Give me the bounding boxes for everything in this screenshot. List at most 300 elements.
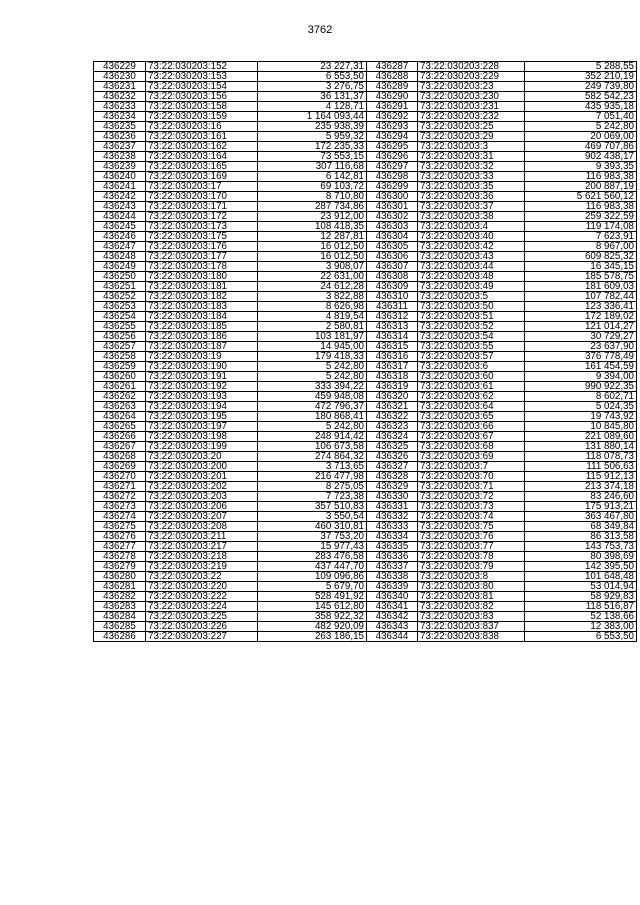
cadastral-number-cell: 73:22:030203:158 <box>146 102 258 112</box>
record-number-cell: 436304 <box>367 232 418 242</box>
value-cell: 80 398,69 <box>525 552 637 562</box>
cadastral-number-cell: 73:22:030203:156 <box>146 92 258 102</box>
table-row <box>367 352 637 362</box>
table-row <box>367 242 637 252</box>
table-row <box>367 552 637 562</box>
record-number-cell: 436296 <box>367 152 418 162</box>
table-row <box>367 462 637 472</box>
cadastral-number-cell: 73:22:030203:193 <box>146 392 258 402</box>
record-number-cell: 436255 <box>94 322 146 332</box>
cadastral-number-cell: 73:22:030203:202 <box>146 482 258 492</box>
table-row <box>94 172 367 182</box>
cadastral-number-cell: 73:22:030203:76 <box>418 532 525 542</box>
record-number-cell: 436236 <box>94 132 146 142</box>
cadastral-number-cell: 73:22:030203:182 <box>146 292 258 302</box>
table-row <box>94 212 367 222</box>
cadastral-number-cell: 73:22:030203:50 <box>418 302 525 312</box>
table-row <box>94 332 367 342</box>
record-number-cell: 436274 <box>94 512 146 522</box>
cadastral-number-cell: 73:22:030203:73 <box>418 502 525 512</box>
value-cell: 435 935,18 <box>525 102 637 112</box>
table-row <box>94 602 367 612</box>
cadastral-number-cell: 73:22:030203:224 <box>146 602 258 612</box>
record-number-cell: 436292 <box>367 112 418 122</box>
value-cell: 24 612,28 <box>258 282 367 292</box>
record-number-cell: 436275 <box>94 522 146 532</box>
table-row <box>94 622 367 632</box>
value-cell: 58 929,83 <box>525 592 637 602</box>
cadastral-number-cell: 73:22:030203:177 <box>146 252 258 262</box>
record-number-cell: 436316 <box>367 352 418 362</box>
table-row <box>367 542 637 552</box>
table-row <box>367 72 637 82</box>
value-cell: 15 977,43 <box>258 542 367 552</box>
table-row <box>367 632 637 642</box>
value-cell: 181 609,03 <box>525 282 637 292</box>
table-row <box>94 302 367 312</box>
record-number-cell: 436301 <box>367 202 418 212</box>
value-cell: 283 476,58 <box>258 552 367 562</box>
record-number-cell: 436244 <box>94 212 146 222</box>
cadastral-number-cell: 73:22:030203:25 <box>418 122 525 132</box>
table-row <box>367 272 637 282</box>
table-row <box>94 532 367 542</box>
table-row <box>367 232 637 242</box>
record-number-cell: 436303 <box>367 222 418 232</box>
cadastral-number-cell: 73:22:030203:67 <box>418 432 525 442</box>
record-number-cell: 436262 <box>94 392 146 402</box>
value-cell: 6 553,50 <box>258 72 367 82</box>
value-cell: 482 920,09 <box>258 622 367 632</box>
value-cell: 4 819,54 <box>258 312 367 322</box>
record-number-cell: 436266 <box>94 432 146 442</box>
value-cell: 352 210,19 <box>525 72 637 82</box>
record-number-cell: 436310 <box>367 292 418 302</box>
cadastral-number-cell: 73:22:030203:80 <box>418 582 525 592</box>
value-cell: 8 710,80 <box>258 192 367 202</box>
table-row <box>94 132 367 142</box>
record-number-cell: 436328 <box>367 472 418 482</box>
value-cell: 5 242,80 <box>258 372 367 382</box>
cadastral-number-cell: 73:22:030203:184 <box>146 312 258 322</box>
record-number-cell: 436331 <box>367 502 418 512</box>
table-row <box>367 92 637 102</box>
table-row <box>94 362 367 372</box>
table-row <box>367 602 637 612</box>
cadastral-number-cell: 73:22:030203:170 <box>146 192 258 202</box>
value-cell: 131 880,14 <box>525 442 637 452</box>
value-cell: 8 967,00 <box>525 242 637 252</box>
value-cell: 103 181,97 <box>258 332 367 342</box>
value-cell: 902 438,17 <box>525 152 637 162</box>
cadastral-number-cell: 73:22:030203:36 <box>418 192 525 202</box>
table-row <box>94 102 367 112</box>
value-cell: 36 131,37 <box>258 92 367 102</box>
table-row <box>367 62 637 72</box>
cadastral-number-cell: 73:22:030203:72 <box>418 492 525 502</box>
cadastral-number-cell: 73:22:030203:61 <box>418 382 525 392</box>
table-row <box>367 572 637 582</box>
table-row <box>367 322 637 332</box>
record-number-cell: 436278 <box>94 552 146 562</box>
cadastral-number-cell: 73:22:030203:70 <box>418 472 525 482</box>
record-number-cell: 436263 <box>94 402 146 412</box>
cadastral-number-cell: 73:22:030203:161 <box>146 132 258 142</box>
table-row <box>367 162 637 172</box>
cadastral-number-cell: 73:22:030203:176 <box>146 242 258 252</box>
table-row <box>367 212 637 222</box>
record-number-cell: 436243 <box>94 202 146 212</box>
cadastral-number-cell: 73:22:030203:74 <box>418 512 525 522</box>
value-cell: 221 089,60 <box>525 432 637 442</box>
table-row <box>367 472 637 482</box>
value-cell: 68 349,84 <box>525 522 637 532</box>
table-row <box>94 252 367 262</box>
table-row <box>367 112 637 122</box>
table-row <box>367 222 637 232</box>
cadastral-number-cell: 73:22:030203:42 <box>418 242 525 252</box>
table-row <box>94 352 367 362</box>
record-number-cell: 436320 <box>367 392 418 402</box>
record-number-cell: 436241 <box>94 182 146 192</box>
cadastral-number-cell: 73:22:030203:229 <box>418 72 525 82</box>
record-number-cell: 436235 <box>94 122 146 132</box>
cadastral-number-cell: 73:22:030203:171 <box>146 202 258 212</box>
record-number-cell: 436330 <box>367 492 418 502</box>
value-cell: 5 242,80 <box>525 122 637 132</box>
table-row <box>94 412 367 422</box>
record-number-cell: 436305 <box>367 242 418 252</box>
record-number-cell: 436291 <box>367 102 418 112</box>
value-cell: 9 393,35 <box>525 162 637 172</box>
table-row <box>367 522 637 532</box>
table-row <box>367 102 637 112</box>
record-number-cell: 436249 <box>94 262 146 272</box>
table-row <box>367 512 637 522</box>
cadastral-number-cell: 73:22:030203:225 <box>146 612 258 622</box>
left-table-body <box>94 62 367 642</box>
record-number-cell: 436335 <box>367 542 418 552</box>
value-cell: 118 516,87 <box>525 602 637 612</box>
value-cell: 6 553,50 <box>525 632 637 642</box>
cadastral-number-cell: 73:22:030203:4 <box>418 222 525 232</box>
table-row <box>94 192 367 202</box>
value-cell: 7 723,38 <box>258 492 367 502</box>
record-number-cell: 436277 <box>94 542 146 552</box>
table-row <box>367 302 637 312</box>
table-row <box>94 542 367 552</box>
table-row <box>367 282 637 292</box>
record-number-cell: 436250 <box>94 272 146 282</box>
cadastral-number-cell: 73:22:030203:48 <box>418 272 525 282</box>
table-row <box>367 442 637 452</box>
cadastral-number-cell: 73:22:030203:3 <box>418 142 525 152</box>
value-cell: 119 174,08 <box>525 222 637 232</box>
table-row <box>367 122 637 132</box>
cadastral-number-cell: 73:22:030203:194 <box>146 402 258 412</box>
table-row <box>367 182 637 192</box>
record-number-cell: 436319 <box>367 382 418 392</box>
value-cell: 121 014,27 <box>525 322 637 332</box>
table-row <box>94 372 367 382</box>
table-row <box>94 232 367 242</box>
value-cell: 111 506,63 <box>525 462 637 472</box>
record-number-cell: 436302 <box>367 212 418 222</box>
record-number-cell: 436256 <box>94 332 146 342</box>
value-cell: 23 227,31 <box>258 62 367 72</box>
value-cell: 235 938,39 <box>258 122 367 132</box>
cadastral-number-cell: 73:22:030203:71 <box>418 482 525 492</box>
value-cell: 23 637,90 <box>525 342 637 352</box>
record-number-cell: 436279 <box>94 562 146 572</box>
cadastral-number-cell: 73:22:030203:55 <box>418 342 525 352</box>
cadastral-number-cell: 73:22:030203:226 <box>146 622 258 632</box>
cadastral-number-cell: 73:22:030203:178 <box>146 262 258 272</box>
record-number-cell: 436329 <box>367 482 418 492</box>
record-number-cell: 436324 <box>367 432 418 442</box>
record-number-cell: 436285 <box>94 622 146 632</box>
record-number-cell: 436234 <box>94 112 146 122</box>
value-cell: 249 739,80 <box>525 82 637 92</box>
table-row <box>94 72 367 82</box>
table-row <box>367 172 637 182</box>
cadastral-number-cell: 73:22:030203:181 <box>146 282 258 292</box>
table-row <box>367 142 637 152</box>
cadastral-number-cell: 73:22:030203:165 <box>146 162 258 172</box>
value-cell: 259 322,59 <box>525 212 637 222</box>
cadastral-number-cell: 73:22:030203:164 <box>146 152 258 162</box>
record-number-cell: 436284 <box>94 612 146 622</box>
value-cell: 172 235,33 <box>258 142 367 152</box>
record-number-cell: 436321 <box>367 402 418 412</box>
value-cell: 3 713,65 <box>258 462 367 472</box>
right-table <box>366 61 637 642</box>
value-cell: 3 276,75 <box>258 82 367 92</box>
cadastral-number-cell: 73:22:030203:152 <box>146 62 258 72</box>
cadastral-number-cell: 73:22:030203:187 <box>146 342 258 352</box>
table-row <box>367 382 637 392</box>
record-number-cell: 436280 <box>94 572 146 582</box>
record-number-cell: 436336 <box>367 552 418 562</box>
table-row <box>367 372 637 382</box>
value-cell: 106 673,58 <box>258 442 367 452</box>
record-number-cell: 436281 <box>94 582 146 592</box>
value-cell: 83 246,60 <box>525 492 637 502</box>
table-row <box>94 292 367 302</box>
cadastral-number-cell: 73:22:030203:64 <box>418 402 525 412</box>
table-row <box>94 502 367 512</box>
value-cell: 437 447,70 <box>258 562 367 572</box>
value-cell: 459 948,08 <box>258 392 367 402</box>
value-cell: 990 922,35 <box>525 382 637 392</box>
record-number-cell: 436307 <box>367 262 418 272</box>
record-number-cell: 436308 <box>367 272 418 282</box>
value-cell: 108 418,35 <box>258 222 367 232</box>
cadastral-number-cell: 73:22:030203:57 <box>418 352 525 362</box>
value-cell: 115 912,13 <box>525 472 637 482</box>
value-cell: 185 578,75 <box>525 272 637 282</box>
table-row <box>94 202 367 212</box>
cadastral-number-cell: 73:22:030203:17 <box>146 182 258 192</box>
cadastral-number-cell: 73:22:030203:8 <box>418 572 525 582</box>
value-cell: 6 142,81 <box>258 172 367 182</box>
value-cell: 357 510,83 <box>258 502 367 512</box>
cadastral-number-cell: 73:22:030203:231 <box>418 102 525 112</box>
table-row <box>94 142 367 152</box>
table-row <box>94 442 367 452</box>
cadastral-number-cell: 73:22:030203:838 <box>418 632 525 642</box>
value-cell: 216 477,98 <box>258 472 367 482</box>
table-row <box>94 562 367 572</box>
value-cell: 143 753,73 <box>525 542 637 552</box>
value-cell: 16 012,50 <box>258 252 367 262</box>
value-cell: 5 679,70 <box>258 582 367 592</box>
value-cell: 12 287,81 <box>258 232 367 242</box>
record-number-cell: 436339 <box>367 582 418 592</box>
value-cell: 200 887,19 <box>525 182 637 192</box>
record-number-cell: 436240 <box>94 172 146 182</box>
value-cell: 69 103,72 <box>258 182 367 192</box>
cadastral-number-cell: 73:22:030203:201 <box>146 472 258 482</box>
table-row <box>367 292 637 302</box>
value-cell: 5 242,80 <box>258 422 367 432</box>
cadastral-number-cell: 73:22:030203:219 <box>146 562 258 572</box>
cadastral-number-cell: 73:22:030203:49 <box>418 282 525 292</box>
cadastral-number-cell: 73:22:030203:162 <box>146 142 258 152</box>
record-number-cell: 436290 <box>367 92 418 102</box>
record-number-cell: 436232 <box>94 92 146 102</box>
cadastral-number-cell: 73:22:030203:837 <box>418 622 525 632</box>
cadastral-number-cell: 73:22:030203:230 <box>418 92 525 102</box>
record-number-cell: 436337 <box>367 562 418 572</box>
table-row <box>367 252 637 262</box>
value-cell: 469 707,86 <box>525 142 637 152</box>
record-number-cell: 436245 <box>94 222 146 232</box>
value-cell: 248 914,42 <box>258 432 367 442</box>
cadastral-number-cell: 73:22:030203:29 <box>418 132 525 142</box>
table-row <box>94 592 367 602</box>
table-row <box>94 122 367 132</box>
cadastral-number-cell: 73:22:030203:192 <box>146 382 258 392</box>
value-cell: 2 580,81 <box>258 322 367 332</box>
cadastral-number-cell: 73:22:030203:198 <box>146 432 258 442</box>
value-cell: 12 383,00 <box>525 622 637 632</box>
table-row <box>94 182 367 192</box>
value-cell: 86 313,58 <box>525 532 637 542</box>
value-cell: 287 734,86 <box>258 202 367 212</box>
record-number-cell: 436334 <box>367 532 418 542</box>
record-number-cell: 436332 <box>367 512 418 522</box>
table-row <box>94 152 367 162</box>
table-row <box>94 402 367 412</box>
table-row <box>367 562 637 572</box>
table-row <box>94 472 367 482</box>
value-cell: 53 014,94 <box>525 582 637 592</box>
record-number-cell: 436257 <box>94 342 146 352</box>
cadastral-number-cell: 73:22:030203:52 <box>418 322 525 332</box>
record-number-cell: 436254 <box>94 312 146 322</box>
cadastral-number-cell: 73:22:030203:54 <box>418 332 525 342</box>
value-cell: 3 822,88 <box>258 292 367 302</box>
cadastral-number-cell: 73:22:030203:228 <box>418 62 525 72</box>
cadastral-number-cell: 73:22:030203:172 <box>146 212 258 222</box>
record-number-cell: 436252 <box>94 292 146 302</box>
value-cell: 30 729,27 <box>525 332 637 342</box>
record-number-cell: 436260 <box>94 372 146 382</box>
record-number-cell: 436326 <box>367 452 418 462</box>
table-row <box>367 362 637 372</box>
value-cell: 8 626,98 <box>258 302 367 312</box>
value-cell: 123 336,41 <box>525 302 637 312</box>
cadastral-number-cell: 73:22:030203:220 <box>146 582 258 592</box>
value-cell: 472 796,37 <box>258 402 367 412</box>
table-row <box>367 132 637 142</box>
table-row <box>367 152 637 162</box>
table-row <box>367 502 637 512</box>
record-number-cell: 436251 <box>94 282 146 292</box>
record-number-cell: 436309 <box>367 282 418 292</box>
record-number-cell: 436286 <box>94 632 146 642</box>
record-number-cell: 436258 <box>94 352 146 362</box>
record-number-cell: 436283 <box>94 602 146 612</box>
cadastral-number-cell: 73:22:030203:217 <box>146 542 258 552</box>
value-cell: 1 164 093,44 <box>258 112 367 122</box>
value-cell: 460 310,81 <box>258 522 367 532</box>
value-cell: 116 983,38 <box>525 172 637 182</box>
value-cell: 263 186,15 <box>258 632 367 642</box>
table-row <box>367 612 637 622</box>
cadastral-number-cell: 73:22:030203:169 <box>146 172 258 182</box>
record-number-cell: 436230 <box>94 72 146 82</box>
record-number-cell: 436298 <box>367 172 418 182</box>
value-cell: 14 945,00 <box>258 342 367 352</box>
cadastral-number-cell: 73:22:030203:69 <box>418 452 525 462</box>
table-row <box>94 82 367 92</box>
value-cell: 118 078,73 <box>525 452 637 462</box>
record-number-cell: 436300 <box>367 192 418 202</box>
cadastral-number-cell: 73:22:030203:78 <box>418 552 525 562</box>
table-row <box>94 392 367 402</box>
table-row <box>94 272 367 282</box>
record-number-cell: 436268 <box>94 452 146 462</box>
value-cell: 116 983,38 <box>525 202 637 212</box>
record-number-cell: 436265 <box>94 422 146 432</box>
cadastral-number-cell: 73:22:030203:66 <box>418 422 525 432</box>
table-row <box>367 592 637 602</box>
table-row <box>94 62 367 72</box>
value-cell: 37 753,20 <box>258 532 367 542</box>
cadastral-number-cell: 73:22:030203:33 <box>418 172 525 182</box>
record-number-cell: 436317 <box>367 362 418 372</box>
cadastral-number-cell: 73:22:030203:37 <box>418 202 525 212</box>
right-table-body <box>367 62 637 642</box>
value-cell: 5 621 560,12 <box>525 192 637 202</box>
table-row <box>94 162 367 172</box>
record-number-cell: 436253 <box>94 302 146 312</box>
cadastral-number-cell: 73:22:030203:159 <box>146 112 258 122</box>
value-cell: 101 648,48 <box>525 572 637 582</box>
cadastral-number-cell: 73:22:030203:154 <box>146 82 258 92</box>
table-row <box>367 622 637 632</box>
record-number-cell: 436289 <box>367 82 418 92</box>
cadastral-number-cell: 73:22:030203:81 <box>418 592 525 602</box>
table-row <box>367 482 637 492</box>
table-row <box>94 632 367 642</box>
cadastral-number-cell: 73:22:030203:19 <box>146 352 258 362</box>
record-number-cell: 436239 <box>94 162 146 172</box>
cadastral-number-cell: 73:22:030203:20 <box>146 452 258 462</box>
table-row <box>367 412 637 422</box>
